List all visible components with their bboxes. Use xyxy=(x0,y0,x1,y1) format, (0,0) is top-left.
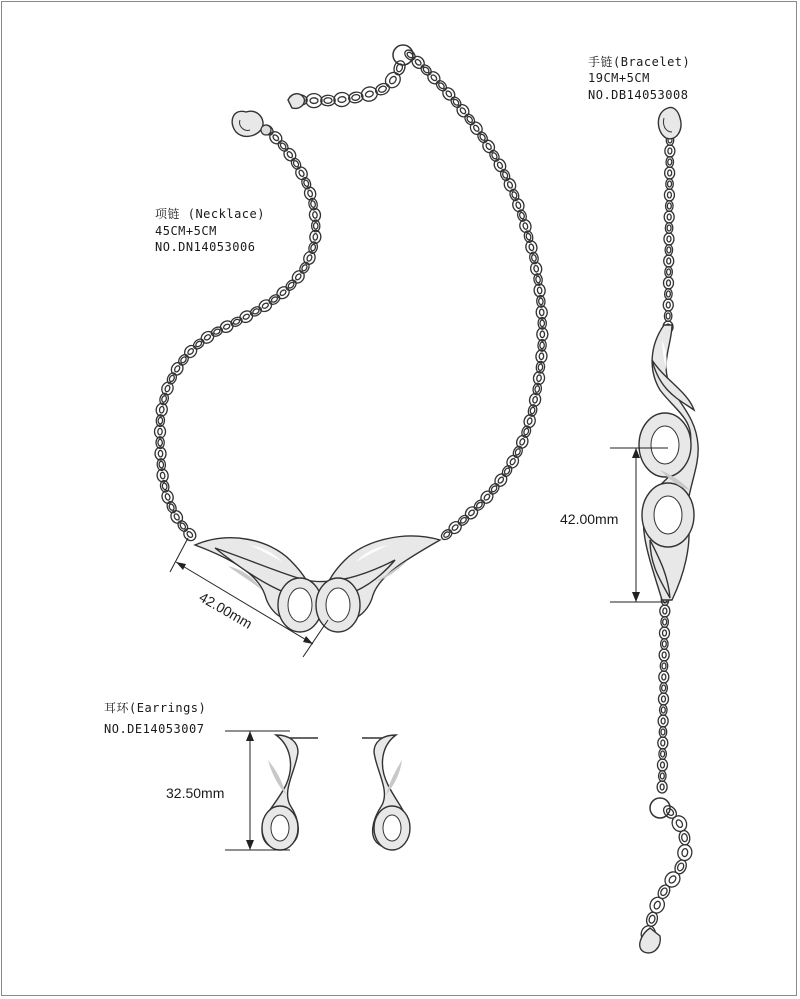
chain-link-hole xyxy=(161,395,167,402)
chain-link xyxy=(658,693,668,705)
chain-link-hole xyxy=(667,236,671,242)
bracelet-length: 19CM+5CM xyxy=(588,71,650,85)
chain-link-hole xyxy=(507,181,514,189)
chain-link xyxy=(306,93,322,107)
chain-link xyxy=(434,79,448,93)
chain-link-hole xyxy=(662,641,666,647)
chain-link-hole xyxy=(509,458,516,466)
chain-link xyxy=(663,277,673,289)
chain-link-hole xyxy=(158,417,163,424)
chain-link-hole xyxy=(388,75,397,85)
chain-link-hole xyxy=(662,652,666,658)
chain-link-hole xyxy=(162,483,168,490)
chain-link-hole xyxy=(540,342,545,349)
chain-link-hole xyxy=(668,181,672,187)
chain-link xyxy=(665,267,673,278)
chain-link-hole xyxy=(158,450,163,457)
chain-link-hole xyxy=(666,291,670,297)
chain-link-hole xyxy=(667,203,671,209)
chain-link xyxy=(659,705,667,716)
chain-link-hole xyxy=(667,192,671,198)
chain-link xyxy=(392,59,407,76)
chain-link-hole xyxy=(310,200,316,207)
chain-link-hole xyxy=(533,265,539,272)
chain-link-hole xyxy=(186,531,194,539)
chain-link xyxy=(664,233,674,245)
chain-link xyxy=(661,617,669,628)
chain-link-hole xyxy=(483,493,491,501)
chain-link-hole xyxy=(667,225,671,231)
chain-link-hole xyxy=(667,214,671,220)
chain-link xyxy=(664,189,674,201)
chain-link xyxy=(666,179,674,190)
chain-link-hole xyxy=(295,273,302,281)
chain-link-hole xyxy=(668,159,672,165)
chain-link xyxy=(500,464,513,478)
necklace-drop-charm xyxy=(288,94,304,109)
bracelet-end-ring xyxy=(650,798,670,818)
chain-link-hole xyxy=(648,915,656,924)
chain-link xyxy=(289,157,302,171)
necklace-chain xyxy=(154,48,547,543)
necklace-clasp xyxy=(232,111,271,136)
chain-link xyxy=(176,519,190,533)
earring-left xyxy=(262,735,318,850)
chain-link xyxy=(660,605,670,617)
earrings-number: NO.DE14053007 xyxy=(104,722,205,736)
chain-link-hole xyxy=(662,685,666,691)
chain-link-hole xyxy=(538,298,543,305)
chain-link-hole xyxy=(173,513,180,521)
chain-link-hole xyxy=(538,364,543,371)
chain-link-hole xyxy=(681,848,688,857)
chain-link xyxy=(660,683,668,694)
chain-link xyxy=(276,139,290,153)
chain-link-hole xyxy=(661,696,665,702)
chain-link xyxy=(677,844,693,862)
chain-link-hole xyxy=(451,524,459,532)
chain-link-hole xyxy=(314,223,318,230)
chain-link xyxy=(267,293,281,307)
chain-link xyxy=(440,528,454,542)
bracelet-dimension-label: 42.00mm xyxy=(560,511,619,527)
chain-link-hole xyxy=(473,124,480,132)
chain-link xyxy=(284,278,298,292)
chain-link-hole xyxy=(660,762,664,768)
bracelet-drop-charm xyxy=(640,928,661,953)
chain-link xyxy=(665,289,673,300)
chain-link-hole xyxy=(668,170,672,176)
chain-link xyxy=(192,337,206,351)
chain-link xyxy=(665,201,673,212)
chain-link-hole xyxy=(527,417,533,425)
chain-link xyxy=(659,727,667,738)
chain-link xyxy=(463,112,477,126)
chain-link-hole xyxy=(662,674,666,680)
chain-link-hole xyxy=(667,269,671,275)
chain-link-hole xyxy=(351,94,360,101)
chain-link xyxy=(664,211,674,223)
chain-link-hole xyxy=(159,406,164,413)
chain-link xyxy=(659,749,667,760)
chain-link-hole xyxy=(261,302,269,309)
chain-link-hole xyxy=(515,201,521,209)
chain-link xyxy=(333,92,350,108)
chain-link xyxy=(659,627,669,639)
chain-link-hole xyxy=(286,151,293,159)
chain-link-hole xyxy=(306,254,313,262)
chain-link xyxy=(488,149,501,163)
chain-link-hole xyxy=(681,833,688,842)
bracelet-pendant xyxy=(639,325,698,600)
chain-link-hole xyxy=(531,254,537,261)
necklace-drawing xyxy=(154,45,547,657)
chain-link-hole xyxy=(445,90,453,98)
necklace-number: NO.DN14053006 xyxy=(155,240,256,254)
chain-link-hole xyxy=(536,375,541,382)
chain-link-hole xyxy=(540,331,544,338)
chain-link-hole xyxy=(378,85,388,93)
chain-link xyxy=(656,883,672,901)
chain-link-hole xyxy=(661,751,665,757)
chain-link-hole xyxy=(675,819,684,829)
chain-link xyxy=(664,311,672,322)
chain-link-hole xyxy=(414,59,422,67)
chain-link-hole xyxy=(168,375,175,383)
chain-link-hole xyxy=(338,96,347,102)
chain-link xyxy=(298,261,311,275)
chain-link-hole xyxy=(668,875,677,885)
chain-link xyxy=(665,223,673,234)
chain-link xyxy=(321,95,336,106)
chain-link xyxy=(419,63,433,77)
chain-link xyxy=(374,81,391,97)
chain-link xyxy=(657,759,667,771)
chain-link-hole xyxy=(485,143,492,151)
chain-link xyxy=(678,830,691,846)
chain-link-hole xyxy=(310,98,318,104)
chain-link-hole xyxy=(523,428,529,436)
chain-link-hole xyxy=(279,289,287,297)
chain-link-hole xyxy=(511,191,518,199)
chain-link xyxy=(659,649,669,661)
chain-link-hole xyxy=(661,707,665,713)
chain-link xyxy=(487,482,501,496)
chain-link-hole xyxy=(660,784,664,790)
chain-link-hole xyxy=(666,313,670,319)
chain-link xyxy=(456,513,470,527)
chain-link xyxy=(664,255,674,267)
chain-link-hole xyxy=(526,233,532,240)
chain-link-hole xyxy=(242,313,250,320)
chain-link-hole xyxy=(661,740,665,746)
chain-link-hole xyxy=(307,190,313,198)
bracelet-clasp xyxy=(658,107,681,138)
chain-link-hole xyxy=(540,320,545,327)
chain-link-hole xyxy=(539,353,544,360)
chain-link-hole xyxy=(459,107,466,115)
chain-link-hole xyxy=(160,472,165,479)
earrings-name: 耳环(Earrings) xyxy=(104,701,207,715)
chain-link xyxy=(658,715,668,727)
chain-link-hole xyxy=(660,773,664,779)
chain-link xyxy=(662,869,683,890)
earrings-dimension-label: 32.50mm xyxy=(166,785,225,801)
chain-link xyxy=(403,48,417,62)
chain-link-hole xyxy=(159,461,164,468)
chain-link-hole xyxy=(187,348,195,356)
chain-link-hole xyxy=(164,385,170,393)
chain-link-hole xyxy=(522,222,528,230)
necklace-length: 45CM+5CM xyxy=(155,224,217,238)
chain-link xyxy=(218,319,235,335)
chain-link xyxy=(665,245,673,256)
chain-link xyxy=(177,353,191,367)
chain-link-hole xyxy=(662,630,666,636)
bracelet-name: 手链(Bracelet) xyxy=(588,55,691,69)
chain-link xyxy=(657,781,667,793)
chain-link xyxy=(210,325,224,338)
chain-link-hole xyxy=(313,233,318,240)
chain-link xyxy=(658,771,666,782)
chain-link-hole xyxy=(310,244,316,251)
chain-link-hole xyxy=(662,663,666,669)
chain-link-hole xyxy=(298,169,305,177)
chain-link-hole xyxy=(430,74,438,82)
earrings-drawing xyxy=(104,701,410,850)
chain-link xyxy=(294,165,310,182)
chain-link-hole xyxy=(272,134,280,142)
chain-link xyxy=(449,95,463,109)
chain-link-hole xyxy=(528,244,534,251)
necklace-dimension-label: 42.00mm xyxy=(196,588,256,632)
chain-link xyxy=(665,167,675,179)
chain-link-hole xyxy=(174,365,181,373)
chain-link-hole xyxy=(667,247,671,253)
chain-link-hole xyxy=(537,287,542,294)
chain-link-hole xyxy=(532,396,538,403)
chain-link-hole xyxy=(312,211,317,218)
chain-link-hole xyxy=(666,302,670,308)
chain-link-hole xyxy=(663,608,667,614)
chain-link-hole xyxy=(676,862,684,872)
chain-link-hole xyxy=(660,887,669,897)
chain-link xyxy=(660,639,668,650)
chain-link xyxy=(666,157,674,168)
chain-link-hole xyxy=(519,212,525,220)
chain-link-hole xyxy=(663,619,667,625)
chain-link-hole xyxy=(661,729,665,735)
chain-link xyxy=(658,737,668,749)
chain-link-hole xyxy=(539,309,544,316)
chain-link xyxy=(660,661,668,672)
chain-link-hole xyxy=(204,334,212,341)
chain-link-hole xyxy=(496,161,503,169)
chain-link xyxy=(659,671,669,683)
chain-link-hole xyxy=(468,509,476,517)
bracelet-number: NO.DB14053008 xyxy=(588,88,689,102)
chain-link xyxy=(472,498,486,512)
chain-link xyxy=(663,299,673,311)
chain-link xyxy=(249,305,263,318)
earring-right xyxy=(362,735,410,850)
chain-link-hole xyxy=(168,503,175,511)
chain-link-hole xyxy=(497,476,504,484)
chain-link xyxy=(665,145,675,157)
chain-link-hole xyxy=(514,448,521,456)
chain-link-hole xyxy=(223,323,231,330)
chain-link-hole xyxy=(667,258,671,264)
chain-link-hole xyxy=(534,385,540,392)
chain-link-hole xyxy=(535,276,540,283)
chain-link-hole xyxy=(653,900,661,910)
chain-link-hole xyxy=(164,493,170,501)
chain-link-hole xyxy=(324,98,332,104)
chain-link xyxy=(476,130,489,144)
chain-link xyxy=(238,309,255,325)
chain-link-hole xyxy=(303,179,310,187)
necklace-name: 项链 (Necklace) xyxy=(155,207,265,221)
chain-link-hole xyxy=(530,407,536,414)
chain-link-hole xyxy=(668,148,672,154)
chain-link-hole xyxy=(158,439,163,446)
chain-link-hole xyxy=(666,280,670,286)
chain-link-hole xyxy=(365,90,374,98)
bracelet-drawing xyxy=(560,55,698,953)
chain-link-hole xyxy=(661,718,665,724)
chain-link-hole xyxy=(158,428,162,435)
chain-link-hole xyxy=(519,438,526,446)
